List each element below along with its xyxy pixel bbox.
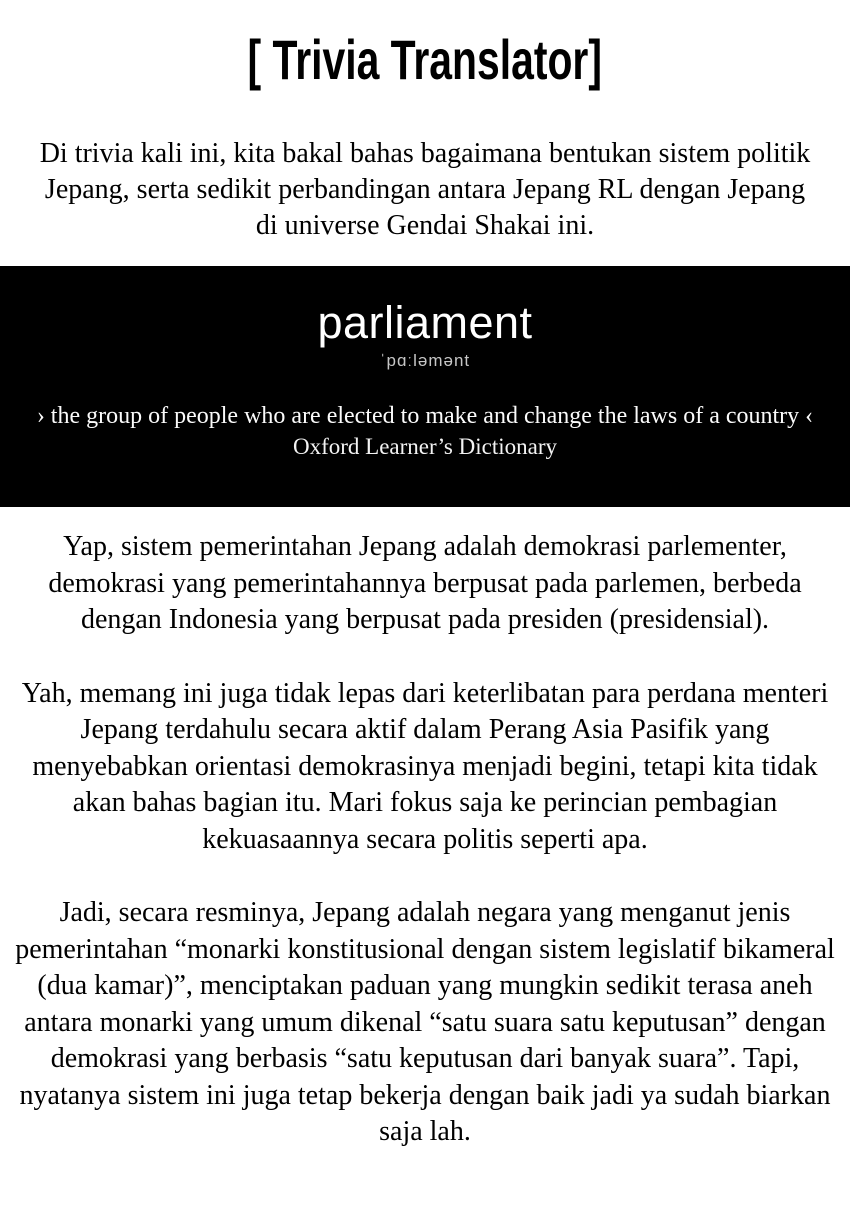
body-paragraph-3: Jadi, secara resminya, Jepang adalah negara yang menganut jenis pemerintahan “monarki konstitusional dengan sistem legislatif bikameral (dua kamar)”, menciptakan paduan yang mungkin sedikit terasa aneh antara monarki yang umum dikenal “satu suara satu keputusan” dengan demokrasi yang berbasis “satu keputusan dari banyak suara”. Tapi, nyatanya sistem ini juga tetap bekerja dengan baik jadi ya sudah biarkan saja lah. xyxy=(15,897,835,1147)
dictionary-pronunciation: ˈpɑːləmənt xyxy=(379,351,471,370)
dictionary-banner xyxy=(0,266,850,507)
body-paragraph-2: Yah, memang ini juga tidak lepas dari keterlibatan para perdana menteri Jepang terdahulu secara aktif dalam Perang Asia Pasifik yang menyebabkan orientasi demokrasinya menjadi begini, tetapi kita tidak akan bahas bagian itu. Mari fokus saja ke perincian pembagian kekuasaannya secara politis seperti apa. xyxy=(21,677,829,855)
dictionary-headword: parliament xyxy=(317,297,533,348)
intro-paragraph: Di trivia kali ini, kita bakal bahas bagaimana bentukan sistem politik Jepang, serta sedikit perbandingan antara Jepang RL dengan Jepang di universe Gendai Shakai ini. xyxy=(39,138,811,241)
page-title xyxy=(0,0,850,100)
page-title-text: [ Trivia Translator] xyxy=(247,28,603,91)
dictionary-source: Oxford Learner’s Dictionary xyxy=(293,434,557,459)
dictionary-definition: › the group of people who are elected to make and change the laws of a country ‹ xyxy=(36,403,814,429)
body-paragraph-1: Yap, sistem pemerintahan Jepang adalah demokrasi parlementer, demokrasi yang pemerintahannya berpusat pada parlemen, berbeda dengan Indonesia yang berpusat pada presiden (presidensial). xyxy=(48,531,802,635)
body-text-section xyxy=(0,529,850,1151)
